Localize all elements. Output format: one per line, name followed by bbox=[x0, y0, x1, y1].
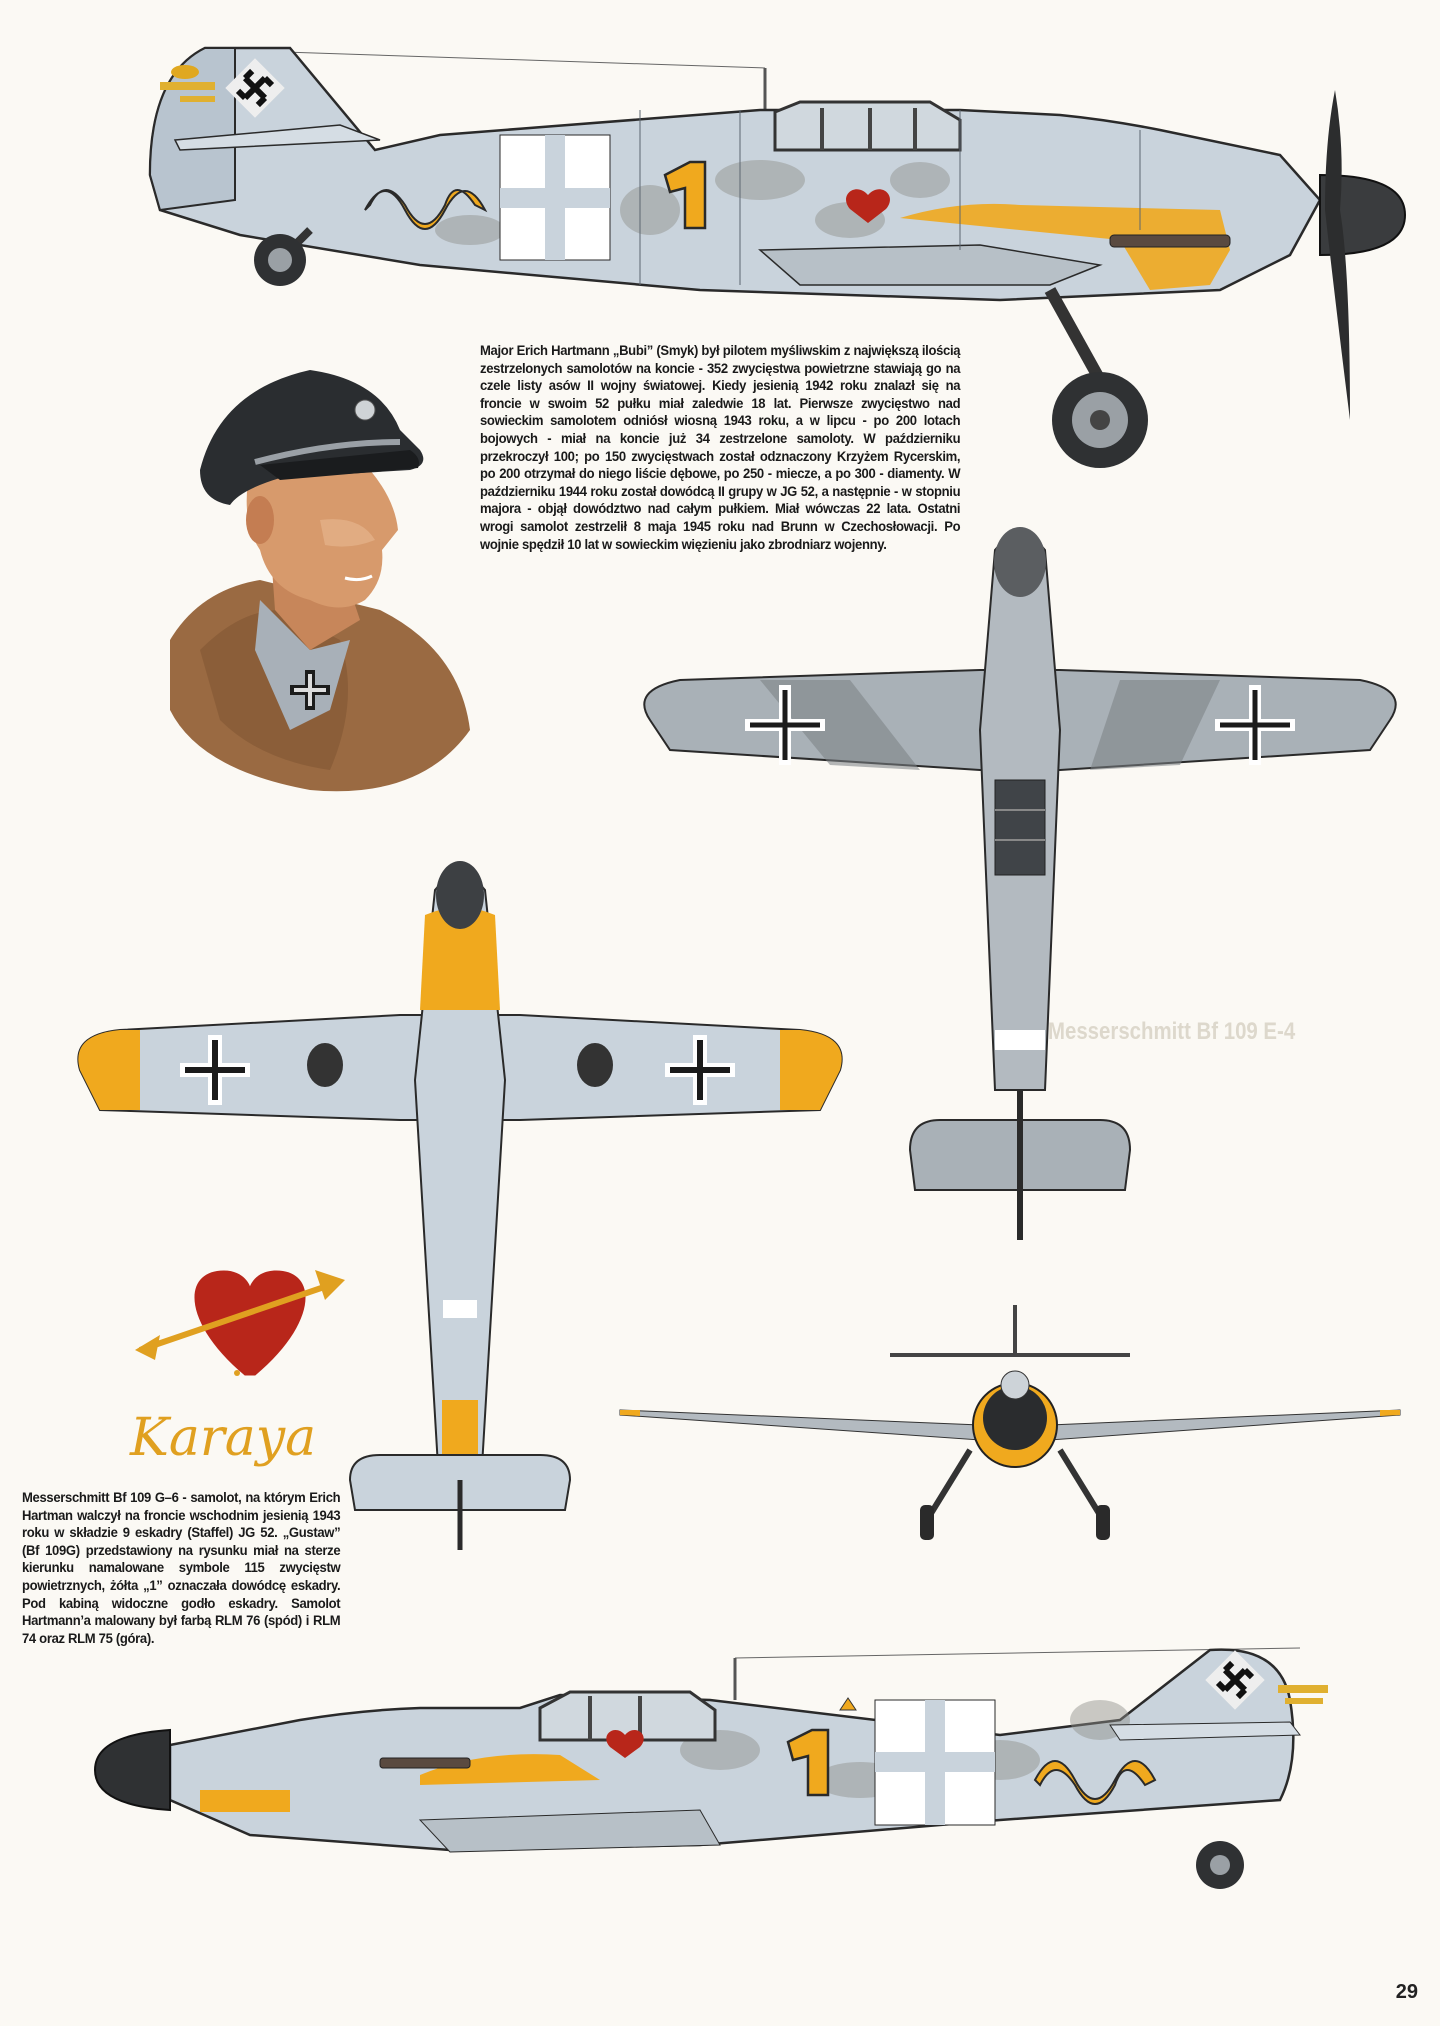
pilot-biography: Major Erich Hartmann „Bubi” (Smyk) był pilotem myśliwskim z największą ilością zestrzelonych samolotów na koncie - 352 zwycięstwa powietrzne stawiają go na czele listy asów II wojny światowej. Kiedy jesienią 1942 roku znalazł się na froncie w swoim 52 pułku miał zaledwie 18 lat. Pierwsze zwycięstwo nad sowieckim samolotem odniósł wiosną 1943 roku, a w lipcu - po 200 lotach bojowych - miał na koncie już 34 zestrzelone samoloty. W październiku przekroczył 100; po 150 zwycięstwach został odznaczony Krzyżem Rycerskim, po 200 otrzymał do niego liście dębowe, po 250 - miecze, a po 300 - diamenty. W październiku 1944 roku został dowódcą II grupy w JG 52, a następnie - w stopniu majora - objął dowództwo nad całym pułkiem. Miał wówczas 22 lata. Ostatni wrogi samolot zestrzelił 8 maja 1945 roku nad Brunn w Czechosłowacji. Po wojnie spędził 10 lat w sowieckim więzieniu jako zbrodniarz wojenny. bbox=[480, 343, 961, 553]
pilot-portrait bbox=[160, 350, 480, 800]
karaya-text: Karaya bbox=[130, 1408, 317, 1468]
aircraft-caption: Messerschmitt Bf 109 G–6 - samolot, na którym Erich Hartman walczył na froncie wschodnim jesienią 1943 roku w składzie 9 eskadry (Staffel) JG 52. „Gustaw” (Bf 109G) przedstawiony na rysunku miał na sterze kierunku namalowane symbole 115 zwycięstw powietrznych, żółta „1” oznaczała dowódcę eskadry. Pod kabiną widoczne godło eskadry. Samolot Hartmann’a malowany był farbą RLM 76 (spód) i RLM 74 oraz RLM 75 (góra). bbox=[22, 1490, 341, 1647]
aircraft-profile-right bbox=[0, 1640, 1440, 1940]
aircraft-front-view bbox=[620, 1300, 1400, 1560]
ghost-heading: Messerschmitt Bf 109 E-4 bbox=[1048, 1018, 1296, 1045]
page-number: 29 bbox=[1395, 1981, 1418, 2003]
karaya-emblem bbox=[130, 1255, 360, 1485]
